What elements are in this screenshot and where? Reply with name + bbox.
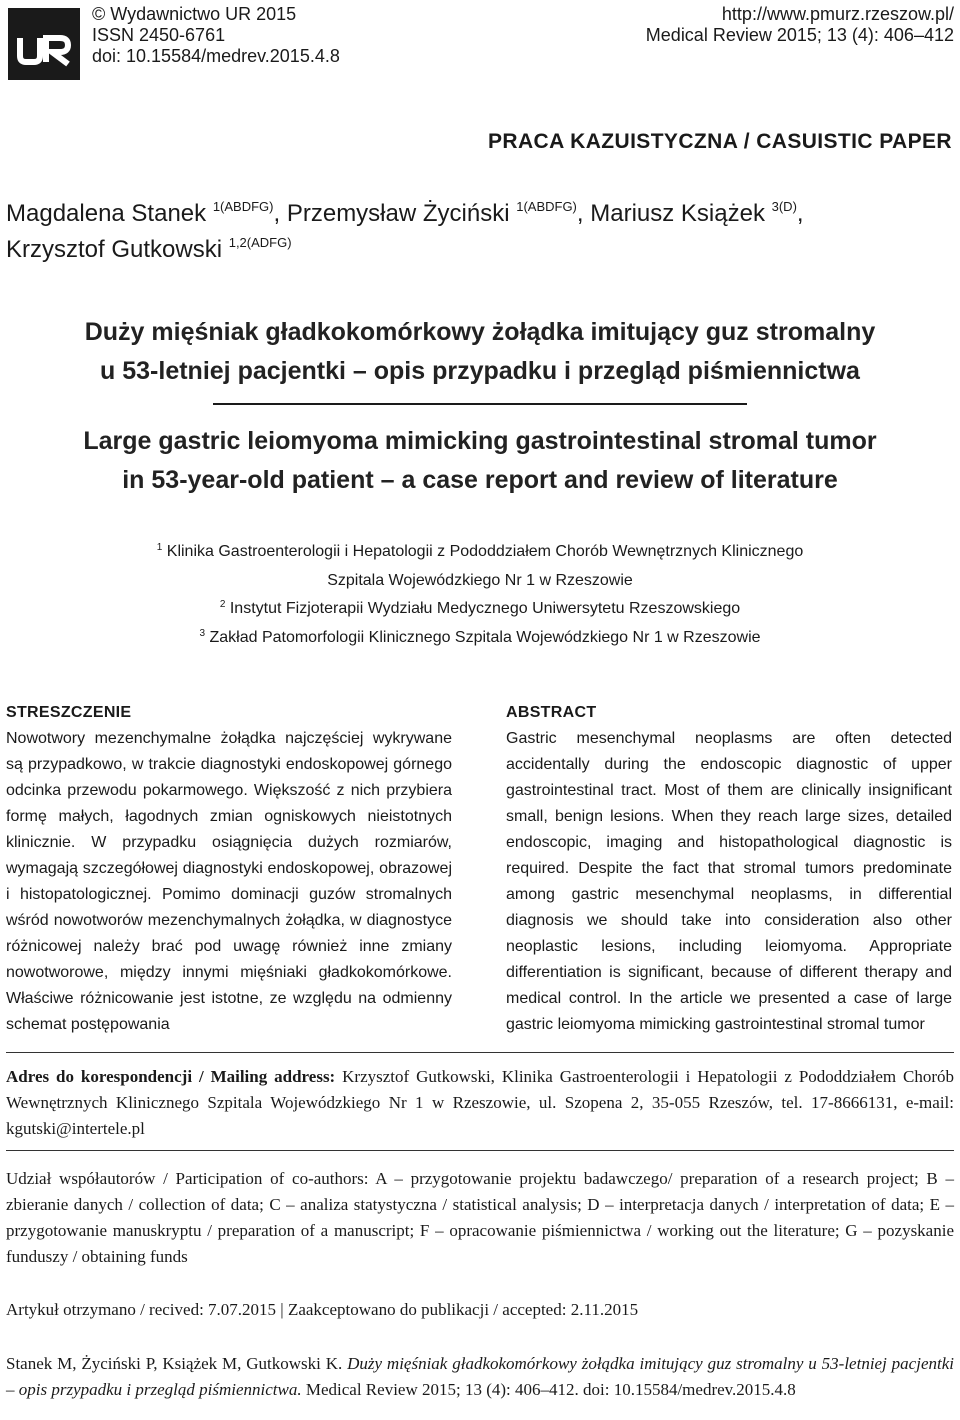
citation [6,1351,954,1403]
copyright-line: © Wydawnictwo UR 2015 [92,4,297,24]
affiliation-line [0,595,960,624]
author-name: Mariusz Książek [590,200,765,227]
author-separator: , [576,200,591,227]
title-divider [213,403,747,405]
affiliation-number: 2 [219,599,226,610]
section-type: PRACA KAZUISTYCZNA / CASUISTIC PAPER [488,130,952,153]
author [590,200,803,227]
author-superscript: 3(D) [771,199,797,214]
affiliation-text: Zakład Patomorfologii Klinicznego Szpitala Wojewódzkiego Nr 1 w Rzeszowie [209,628,761,646]
affiliation-text: Szpitala Wojewódzkiego Nr 1 w Rzeszowie [327,571,633,589]
affiliation-line [0,624,960,653]
affiliation-line [0,567,960,596]
issn-line: ISSN 2450-6761 [92,25,226,45]
author-name: Krzysztof Gutkowski [6,236,223,263]
title-polish [0,313,960,391]
author-superscript: 1,2(ADFG) [228,235,292,250]
title-english-line: in 53-year-old patient – a case report and review of literature [122,466,838,494]
article-dates: Artykuł otrzymano / recived: 7.07.2015 | Zaakceptowano do publikacji / accepted: 2.11.2015 [6,1300,639,1319]
doi-line: doi: 10.15584/medrev.2015.4.8 [92,46,340,66]
title-english-line: Large gastric leiomyoma mimicking gastrointestinal stromal tumor [83,427,877,455]
title-english [0,422,960,500]
abstract-english-heading: ABSTRACT [506,704,597,721]
journal-info [92,4,340,67]
author [6,236,292,263]
affiliation-text: Instytut Fizjoterapii Wydziału Medycznego Uniwersytetu Rzeszowskiego [229,600,741,617]
abstract-polish-heading: STRESZCZENIE [6,704,132,721]
publisher-logo [8,8,80,80]
citation-source: Medical Review 2015; 13 (4): 406–412. doi: 10.15584/medrev.2015.4.8 [301,1380,796,1399]
author-superscript: 1(ABDFG) [212,199,274,214]
author-list [6,196,954,268]
citation-title: Duży mięśniak gładkokomórkowy żołądka imitujący guz stromalny u 53-letniej pacjentki – opis przypadku i przegląd piśmiennictwa. [6,1354,954,1399]
abstract-polish [6,700,452,1038]
author-separator: , [273,200,287,227]
correspondence-address [6,1064,954,1142]
journal-issue: Medical Review 2015; 13 (4): 406–412 [645,25,954,45]
author-contribution: Udział współautorów / Participation of co-authors: A – przygotowanie projektu badawczego/ preparation of a research project; B – zbieranie danych / collection of data; C – analiza statystyczna / statistical analysis; D – interpretacja danych / interpretation of data; E – przygotowanie manuskryptu / preparation of a manuscript; F – opracowanie piśmiennictwa / working out the literature; G – pozyskanie funduszy / obtaining funds [6,1169,954,1266]
author-name: Przemysław Życiński [286,200,510,227]
affiliations [0,538,960,652]
affiliation-text: Klinika Gastroenterologii i Hepatologii z Pododdziałem Chorób Wewnętrznych Klinicznego [166,543,804,560]
abstract-english [506,700,952,1038]
journal-url-block [646,4,954,46]
correspondence-text: Krzysztof Gutkowski, Klinika Gastroenterologii i Hepatologii z Pododdziałem Chorób Wewnętrznych Klinicznego Szpitala Wojewódzkiego Nr 1 w Rzeszowie, ul. Szopena 2, 35-055 Rzeszów, tel. 17-8666131, e-mail: kgutski@intertele.pl [6,1067,954,1138]
abstract-english-text: Gastric mesenchymal neoplasms are often detected accidentally during the endoscopic diagnostic of upper gastrointestinal tract. Most of them are clinically insignificant small, benign lesions. When they reach large sizes, detailed endoscopic, imaging and histopathological diagnostic is required. Despite the fact that stromal tumors predominate among gastric mesenchymal neoplasms, in differential diagnosis we should take into consideration also other neoplastic lesions, including leiomyoma. Appropriate differentiation is significant, because of different therapy and medical control. In the article we presented a case of large gastric leiomyoma mimicking gastrointestinal stromal tumor [506,730,952,1033]
affiliation-number: 3 [199,627,206,639]
journal-url[interactable]: http://www.pmurz.rzeszow.pl/ [721,4,954,24]
author [287,200,590,227]
author-superscript: 1(ABDFG) [516,199,577,214]
affiliation-number: 1 [156,542,163,553]
title-polish-line: Duży mięśniak gładkokomórkowy żołądka imitujący guz stromalny [84,318,876,346]
affiliation-line [0,538,960,567]
abstract-polish-text: Nowotwory mezenchymalne żołądka najczęściej wykrywane są przypadkowo, w trakcie diagnostyki endoskopowej górnego odcinka przewodu pokarmowego. Większość z nich przybiera formę małych, łagodnych zmian ogniskowych nieistotnych klinicznie. W przypadku osiągnięcia dużych rozmiarów, wymagają szczegółowej diagnostyki endoskopowej, obrazowej i histopatologicznej. Pomimo dominacji guzów stromalnych wśród nowotworów mezenchymalnych żołądka, w diagnostyce różnicowej należy brać pod uwagę również inne zmiany nowotworowe, między innymi mięśniaki gładkokomórkowe. Właściwe różnicowanie jest istotne, ze względu na odmienny schemat postępowania [6,730,452,1033]
author [6,200,287,227]
citation-authors: Stanek M, Życiński P, Książek M, Gutkowski K. [6,1354,348,1373]
correspondence-label: Adres do korespondencji / Mailing address: [6,1067,336,1086]
divider [6,1052,954,1053]
divider [6,1150,954,1151]
title-polish-line: u 53-letniej pacjentki – opis przypadku i przegląd piśmiennictwa [100,357,860,385]
author-name: Magdalena Stanek [6,200,207,227]
author-separator: , [796,200,804,227]
